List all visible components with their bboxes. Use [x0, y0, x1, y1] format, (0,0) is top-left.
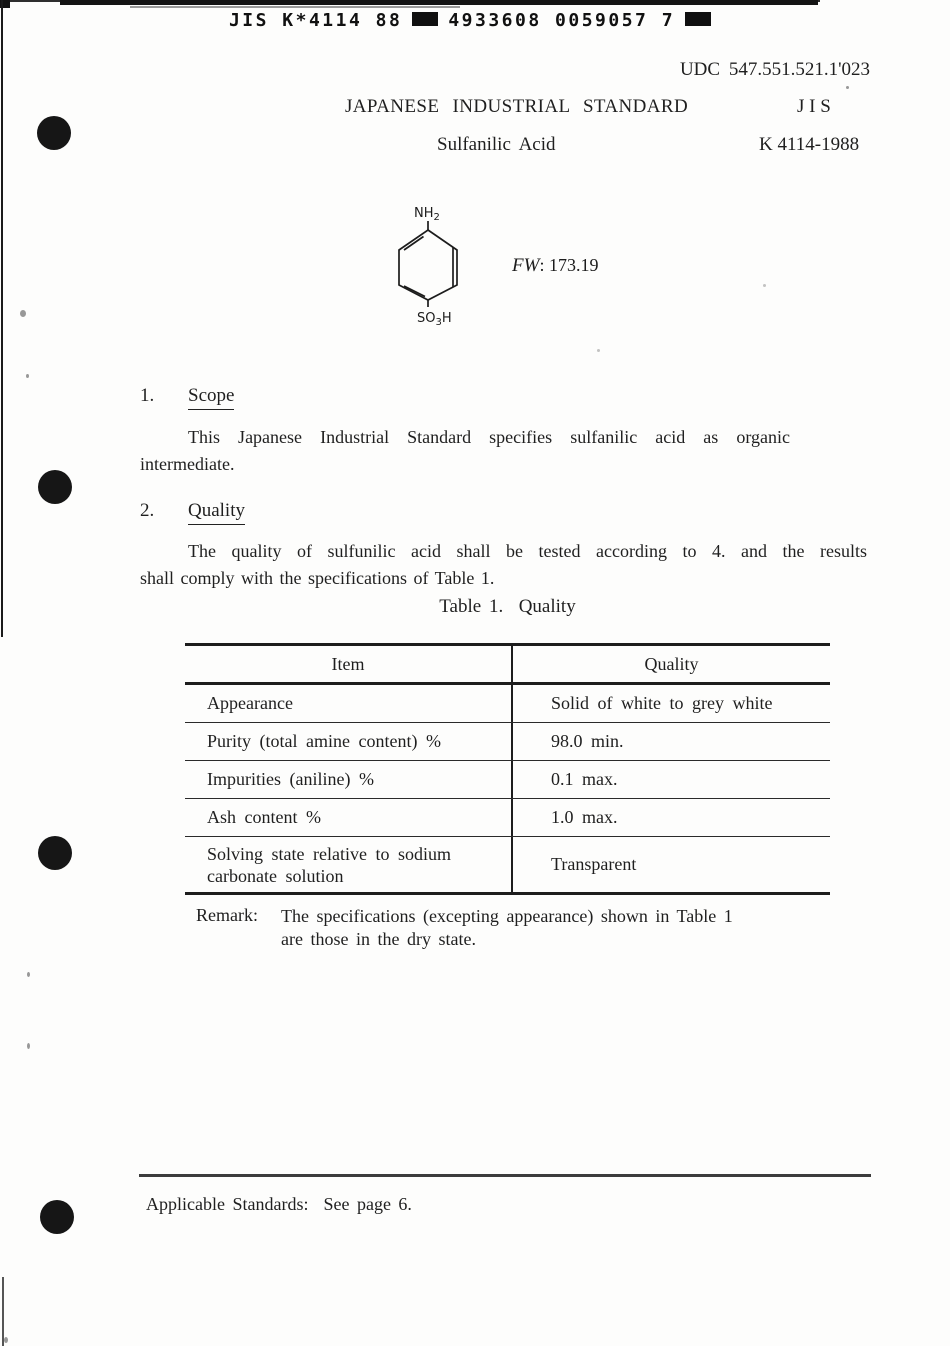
- applicable-standards-note: Applicable Standards: See page 6.: [146, 1194, 412, 1214]
- quality-cell: 0.1 max.: [551, 769, 618, 789]
- table-row: [185, 761, 830, 799]
- punch-hole: [38, 470, 72, 504]
- ocr-code-right: 4933608 0059057 7: [448, 10, 676, 31]
- ocr-black-square-icon: [685, 12, 711, 26]
- item-cell: Impurities (aniline) %: [185, 761, 513, 798]
- remark-label: Remark:: [196, 905, 258, 925]
- scan-speck: [20, 310, 26, 317]
- column-header-quality: Quality: [644, 653, 699, 674]
- punch-hole: [37, 116, 71, 150]
- column-header-item: Item: [185, 646, 513, 682]
- quality-cell: 98.0 min.: [551, 731, 624, 751]
- table-header-row: [185, 646, 830, 685]
- paragraph-line: This Japanese Industrial Standard specifies sulfanilic acid as organic: [188, 427, 790, 447]
- formula-weight-label: FW: 173.19: [512, 255, 599, 276]
- section-1-title: Scope: [188, 385, 234, 410]
- quality-cell: 1.0 max.: [551, 807, 618, 827]
- paragraph-line: shall comply with the specifications of Table 1.: [140, 568, 495, 588]
- scan-top-black-bar: [60, 0, 818, 5]
- remark-line: are those in the dry state.: [281, 929, 476, 949]
- scan-speck: [597, 349, 600, 352]
- item-cell: Purity (total amine content) %: [185, 723, 513, 760]
- section-2-number: 2.: [140, 500, 155, 521]
- sulfonic-group-label: $SO_3H$: [417, 311, 452, 328]
- scan-top-gray-line: [130, 6, 460, 8]
- section-2-title: Quality: [188, 500, 245, 525]
- ocr-header-line: [0, 10, 950, 31]
- scan-left-edge-line: [1, 0, 3, 637]
- ocr-black-square-icon: [412, 12, 438, 26]
- table-row: [185, 799, 830, 837]
- quality-cell: Transparent: [551, 854, 637, 874]
- scan-speck: [27, 972, 30, 977]
- remark-text: [281, 905, 761, 951]
- section-1-paragraph: [140, 424, 790, 478]
- table-row: [185, 685, 830, 723]
- item-cell: Ash content %: [185, 799, 513, 836]
- scan-speck: [27, 1043, 30, 1049]
- scan-speck: [26, 374, 29, 378]
- udc-number: UDC 547.551.521.1'023: [679, 59, 870, 80]
- section-2-paragraph: [140, 538, 867, 592]
- paragraph-line: intermediate.: [140, 454, 235, 474]
- footer-divider-rule: [139, 1174, 871, 1177]
- chemical-structure-diagram: [370, 190, 650, 340]
- table-row: [185, 723, 830, 761]
- scan-speck: [763, 284, 766, 287]
- scan-speck: [4, 1337, 8, 1343]
- section-1-number: 1.: [140, 385, 155, 406]
- amine-group-label: $NH_2$: [414, 206, 440, 223]
- item-cell: Solving state relative to sodium carbonate solution: [185, 837, 513, 892]
- table-row: [185, 837, 830, 892]
- standard-code: K 4114-1988: [759, 134, 860, 155]
- punch-hole: [38, 836, 72, 870]
- standard-title: JAPANESE INDUSTRIAL STANDARD: [345, 96, 689, 117]
- paragraph-line: The quality of sulfunilic acid shall be tested according to 4. and the results: [188, 541, 867, 561]
- punch-hole: [40, 1200, 74, 1234]
- document-subject-title: Sulfanilic Acid: [437, 134, 556, 155]
- scan-speck: [846, 86, 849, 89]
- remark-line: The specifications (excepting appearance) shown in Table 1: [281, 906, 733, 926]
- scan-left-edge-line-bottom: [2, 1277, 4, 1346]
- item-cell: Appearance: [185, 685, 513, 722]
- quality-cell: Solid of white to grey white: [551, 693, 773, 713]
- table-caption: Table 1. Quality: [439, 596, 576, 617]
- quality-table: [185, 643, 830, 895]
- jis-abbreviation: J I S: [797, 96, 831, 117]
- ocr-code-left: JIS K*4114 88: [228, 10, 403, 31]
